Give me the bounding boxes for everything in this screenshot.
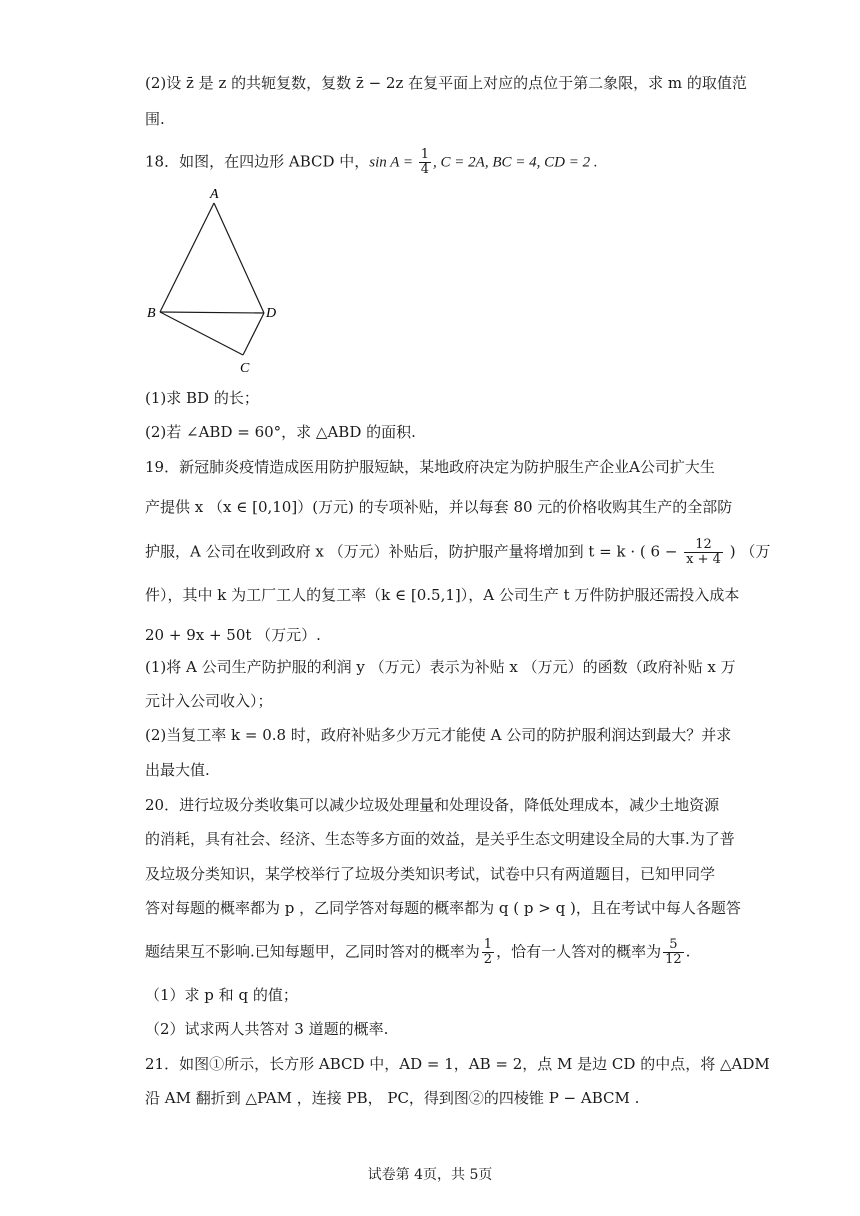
line-09: 件），其中 k 为工厂工人的复工率（k ∈ [0.5,1]），A 公司生产 t 万件防护服还需投入成本 (145, 586, 740, 604)
edge-cd (243, 313, 264, 355)
line-10: 20 + 9x + 50t （万元）. (145, 626, 321, 644)
line-23: 沿 AM 翻折到 △PAM ，连接 PB， PC，得到图②的四棱锥 P − ABCM . (145, 1089, 640, 1107)
line-21: （2）试求两人共答对 3 道题的概率. (145, 1020, 389, 1038)
line-22: 21．如图①所示，长方形 ABCD 中，AD = 1，AB = 2，点 M 是边 CD 的中点，将 △ADM (145, 1055, 770, 1073)
line-06: 19．新冠肺炎疫情造成医用防护服短缺，某地政府决定为防护服生产企业A公司扩大生 (145, 458, 715, 476)
line-03 (145, 148, 720, 177)
line-19: 题结果互不影响.已知每题甲，乙同时答对的概率为 $\frac{1}{2}$ ，恰有一人答对的概率为 $\frac{5}{12}$ . (145, 937, 691, 967)
page-footer: 试卷第 4页，共 5页 (367, 1167, 493, 1183)
problem-20-one: ，恰有一人答对的概率为 (496, 942, 662, 961)
problem-18-intro: 18．如图，在四边形 ABCD 中， (145, 152, 370, 171)
line-20: （1）求 p 和 q 的值； (145, 986, 298, 1004)
vertex-c-label: C (240, 361, 250, 375)
problem-19-unit: ) （万 (724, 542, 771, 561)
line-14: 出最大值. (145, 761, 210, 779)
line-11: (1)将 A 公司生产防护服的利润 y （万元）表示为补贴 x （万元）的函数（政府补贴 x 万 (145, 658, 736, 676)
fraction-sin-a: $\frac{1}{4}$ (420, 147, 430, 177)
problem-19-output: 护服，A 公司在收到政府 x （万元）补贴后，防护服产量将增加到 t = k · ( 6 − (145, 542, 683, 561)
vertex-a-label: A (210, 187, 219, 202)
fraction-five-twelfths: $\frac{5}{12}$ (665, 937, 682, 967)
problem-18-conditions: , C = 2A, BC = 4, CD = 2 . (433, 154, 598, 171)
line-18: 答对每题的概率都为 p ，乙同学答对每题的概率都为 q ( p > q )，且在考试中每人各题答 (145, 899, 741, 917)
edge-ab (160, 203, 214, 312)
edge-bd (160, 312, 264, 313)
edge-bc (160, 312, 243, 355)
edge-ad (214, 203, 264, 313)
quadrilateral-figure (140, 185, 280, 375)
vertex-d-label: D (266, 306, 277, 321)
line-12: 元计入公司收入）； (145, 692, 273, 710)
line-08 (145, 537, 771, 567)
line-04: (1)求 BD 的长； (145, 389, 259, 407)
line-13: (2)当复工率 k = 0.8 时，政府补贴多少万元才能使 A 公司的防护服利润达到最大？并求 (145, 726, 732, 744)
line-02: 围. (145, 110, 165, 128)
line-05: (2)若 ∠ABD = 60°，求 △ABD 的面积. (145, 423, 416, 441)
line-15: 20．进行垃圾分类收集可以减少垃圾处理量和处理设备，降低处理成本，减少土地资源 (145, 796, 720, 814)
fraction-12-over-x4: $\frac{12}{x + 4}$ (686, 537, 721, 567)
line-07: 产提供 x （x ∈ [0,10]）(万元) 的专项补贴，并以每套 80 元的价格收购其生产的全部防 (145, 498, 733, 516)
line-16: 的消耗，具有社会、经济、生态等多方面的效益，是关乎生态文明建设全局的大事.为了普 (145, 830, 735, 848)
line-17: 及垃圾分类知识，某学校举行了垃圾分类知识考试，试卷中只有两道题目，已知甲同学 (145, 865, 716, 883)
problem-20-both: 题结果互不影响.已知每题甲，乙同时答对的概率为 (145, 942, 480, 961)
sin-a-label: sin A = (369, 154, 417, 171)
fraction-one-half: $\frac{1}{2}$ (483, 937, 493, 967)
line-01: (2)设 z̄ 是 z 的共轭复数，复数 z̄ − 2z 在复平面上对应的点位于第二象限，求 m 的取值范 (145, 74, 747, 92)
vertex-b-label: B (147, 306, 156, 321)
